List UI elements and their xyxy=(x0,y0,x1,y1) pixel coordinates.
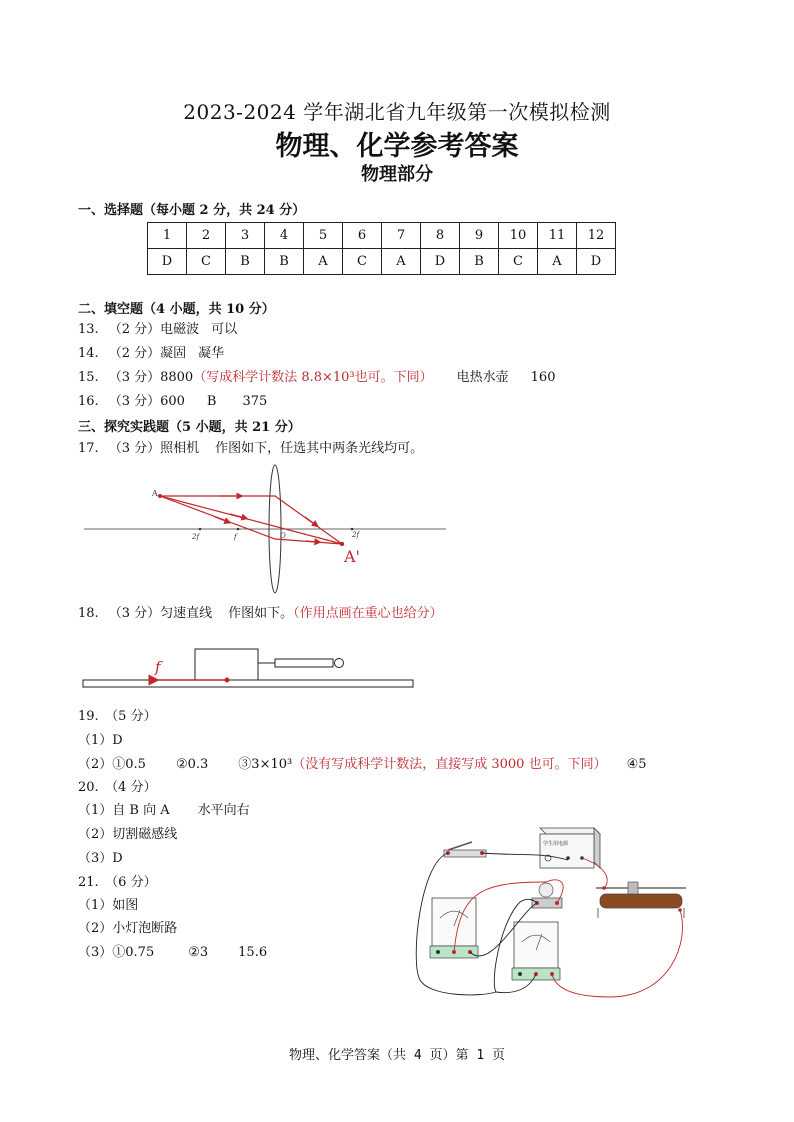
score: （3 分） xyxy=(108,370,161,385)
table-cell: C xyxy=(343,249,382,275)
table-cell: A xyxy=(538,249,577,275)
grading-note: （作用点画在重心也给分） xyxy=(293,606,443,621)
table-cell: 12 xyxy=(577,223,616,249)
circuit-diagram xyxy=(410,822,700,1007)
table-cell: 11 xyxy=(538,223,577,249)
answer-19-1: （1）D xyxy=(78,733,123,748)
mark-2f-right xyxy=(351,528,354,531)
table-cell: D xyxy=(148,249,187,275)
answer: 电磁波 xyxy=(160,322,200,337)
table-row-numbers xyxy=(148,223,616,249)
question-number: 15. xyxy=(78,370,99,385)
answer: 照相机 xyxy=(160,441,200,456)
answer: ③3×10³ xyxy=(238,757,293,772)
answer-20-head: 20. （4 分） xyxy=(78,780,157,795)
answer: （3）①0.75 xyxy=(78,945,155,960)
answer: 作图如下。 xyxy=(228,606,294,621)
mark-f-left xyxy=(237,528,240,531)
table-cell: D xyxy=(421,249,460,275)
ray-center xyxy=(160,496,342,544)
grading-note: （写成科学计数法 8.8×10³也可。下同） xyxy=(193,370,433,385)
section1-title: 一、选择题（每小题 2 分，共 24 分） xyxy=(78,203,306,218)
switch xyxy=(444,842,486,857)
answer: 凝华 xyxy=(198,346,225,361)
question-number: 14. xyxy=(78,346,99,361)
table-cell: 2 xyxy=(187,223,226,249)
answer-17 xyxy=(78,440,423,458)
action-point xyxy=(225,678,230,683)
answer: B xyxy=(206,394,217,409)
label-f-left: f xyxy=(234,533,237,541)
answer-15 xyxy=(78,369,555,387)
table-cell: 3 xyxy=(226,223,265,249)
page-footer: 物理、化学答案（共 4 页）第 1 页 xyxy=(289,1048,505,1063)
label-A-image: A' xyxy=(344,547,360,566)
answer-19-2 xyxy=(78,756,647,774)
answer: 8800 xyxy=(160,370,194,385)
part-title: 物理部分 xyxy=(361,164,433,185)
exam-title: 2023-2024 学年湖北省九年级第一次模拟检测 xyxy=(183,100,611,124)
answer-19-head: 19. （5 分） xyxy=(78,709,157,724)
wooden-block xyxy=(195,649,258,680)
table-cell: C xyxy=(187,249,226,275)
answer: ②3 xyxy=(188,945,209,960)
answer-13 xyxy=(78,321,237,339)
table-cell: C xyxy=(499,249,538,275)
question-number: 17. xyxy=(78,441,99,456)
ray-arrow xyxy=(305,517,316,525)
question-number: 18. xyxy=(78,606,99,621)
table-cell: 8 xyxy=(421,223,460,249)
score: （2 分） xyxy=(108,346,161,361)
table-cell: 4 xyxy=(265,223,304,249)
lens-ray-diagram xyxy=(80,462,450,598)
ammeter xyxy=(512,922,560,980)
table-cell: 10 xyxy=(499,223,538,249)
answer: 160 xyxy=(530,370,556,385)
table-cell: A xyxy=(304,249,343,275)
section3-title: 三、探究实践题（5 小题，共 21 分） xyxy=(78,420,301,435)
score: （2 分） xyxy=(108,322,161,337)
table-cell: B xyxy=(265,249,304,275)
subject-title: 物理、化学参考答案 xyxy=(275,131,519,162)
answer-20-1 xyxy=(78,802,250,820)
section2-title: 二、填空题（4 小题，共 10 分） xyxy=(78,302,275,317)
answer: 15.6 xyxy=(238,945,268,960)
grading-note: （没有写成科学计数法，直接写成 3000 也可。下同） xyxy=(292,757,607,772)
table-cell: D xyxy=(577,249,616,275)
mark-2f-left xyxy=(199,528,202,531)
answer-16 xyxy=(78,393,267,411)
answer: 可以 xyxy=(211,322,238,337)
spring-scale xyxy=(275,659,333,667)
answer-21-1: （1）如图 xyxy=(78,898,139,913)
ray-arrow xyxy=(215,517,228,522)
table-cell: A xyxy=(382,249,421,275)
answer: 电热水壶 xyxy=(456,370,509,385)
table-cell: 7 xyxy=(382,223,421,249)
score: （3 分） xyxy=(108,394,161,409)
sliding-rheostat xyxy=(596,882,686,918)
friction-diagram xyxy=(80,643,420,695)
answer: 水平向右 xyxy=(197,803,250,818)
table-cell: 6 xyxy=(343,223,382,249)
light-bulb xyxy=(532,883,562,908)
table-cell: B xyxy=(226,249,265,275)
answer: ④5 xyxy=(626,757,647,772)
table-cell: 5 xyxy=(304,223,343,249)
answer: （2）①0.5 xyxy=(78,757,146,772)
answer: 375 xyxy=(242,394,268,409)
label-A: A xyxy=(152,489,158,498)
answer-18 xyxy=(78,605,443,623)
table-cell: 9 xyxy=(460,223,499,249)
table-cell: B xyxy=(460,249,499,275)
wire xyxy=(552,910,682,997)
label-O: O xyxy=(280,532,286,540)
label-f: f xyxy=(155,658,161,676)
ray-arrow xyxy=(230,514,245,518)
question-number: 16. xyxy=(78,394,99,409)
power-supply-label: 学生用电源 xyxy=(543,841,569,847)
answer: 600 xyxy=(160,394,185,409)
answer: 匀速直线 xyxy=(160,606,213,621)
answer-table xyxy=(147,222,616,275)
answer: 凝固 xyxy=(160,346,187,361)
answer: ②0.3 xyxy=(175,757,209,772)
spring-scale-ring xyxy=(335,659,344,668)
question-number: 13. xyxy=(78,322,99,337)
image-point xyxy=(340,542,344,546)
answer: （1）自 B 向 A xyxy=(78,803,170,818)
table-cell: 1 xyxy=(148,223,187,249)
answer-21-3 xyxy=(78,944,267,962)
label-2f-left: 2f xyxy=(192,533,200,541)
answer-14 xyxy=(78,345,224,363)
answer-21-2: （2）小灯泡断路 xyxy=(78,921,178,936)
answer: 作图如下，任选其中两条光线均可。 xyxy=(215,441,424,456)
label-2f-right: 2f xyxy=(352,531,360,539)
answer-20-2: （2）切割磁感线 xyxy=(78,827,178,842)
score: （3 分） xyxy=(108,606,161,621)
answer-21-head: 21. （6 分） xyxy=(78,875,157,890)
table-surface xyxy=(83,680,413,687)
score: （3 分） xyxy=(108,441,161,456)
table-row-answers xyxy=(148,249,616,275)
answer-20-3: （3）D xyxy=(78,851,123,866)
